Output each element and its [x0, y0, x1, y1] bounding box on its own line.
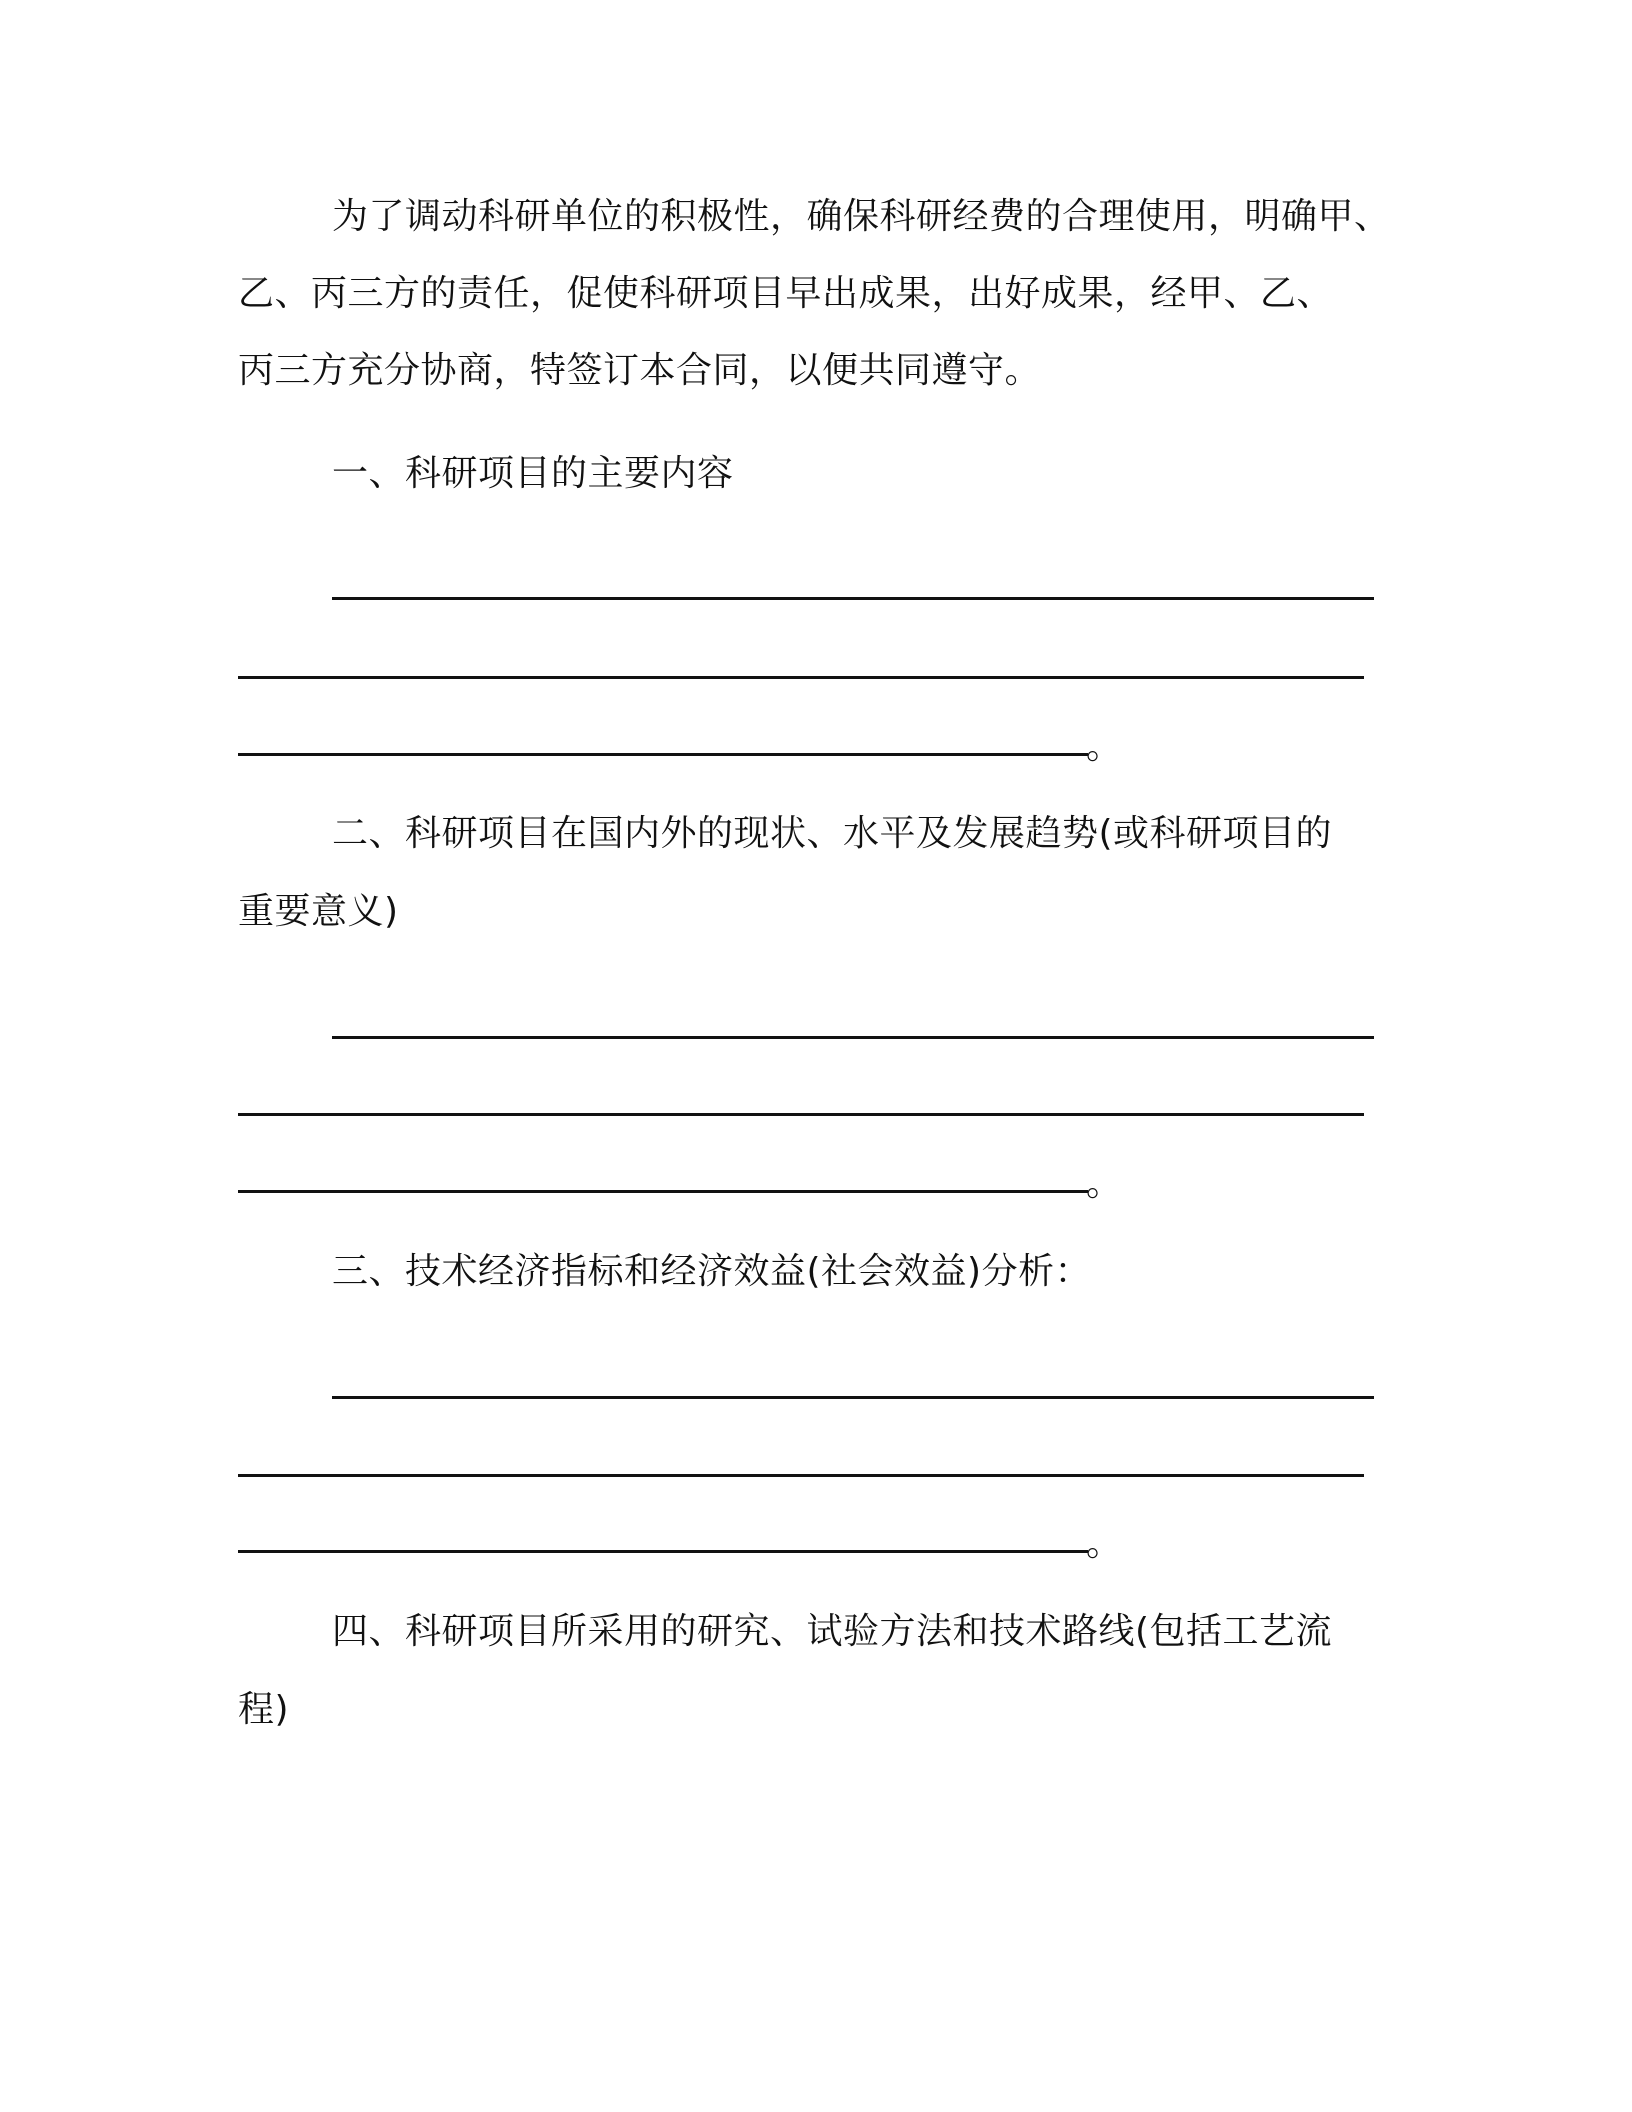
section-2-blank-line-3 [238, 1190, 1088, 1193]
section-2-heading-line-2: 重要意义) [238, 891, 399, 932]
section-1-blank-line-1 [332, 597, 1374, 600]
section-1-end-mark: 。 [1086, 726, 1123, 767]
intro-line-2: 乙、丙三方的责任，促使科研项目早出成果，出好成果，经甲、乙、 [238, 273, 1334, 314]
section-2-blank-line-2 [238, 1113, 1364, 1116]
section-3-blank-line-3 [238, 1550, 1088, 1553]
section-3-blank-line-2 [238, 1474, 1364, 1477]
section-1-blank-line-3 [238, 753, 1088, 756]
section-1-blank-line-2 [238, 676, 1364, 679]
section-3-heading: 三、技术经济指标和经济效益(社会效益)分析： [332, 1251, 1092, 1292]
section-2-heading-line-1: 二、科研项目在国内外的现状、水平及发展趋势(或科研项目的 [332, 813, 1333, 854]
section-4-heading-line-1: 四、科研项目所采用的研究、试验方法和技术路线(包括工艺流 [332, 1611, 1333, 1652]
intro-line-3: 丙三方充分协商，特签订本合同，以便共同遵守。 [238, 350, 1042, 391]
section-2-blank-line-1 [332, 1036, 1374, 1039]
intro-line-1: 为了调动科研单位的积极性，确保科研经费的合理使用，明确甲、 [332, 196, 1391, 237]
section-3-blank-line-1 [332, 1396, 1374, 1399]
section-4-heading-line-2: 程) [238, 1689, 290, 1730]
section-2-end-mark: 。 [1086, 1163, 1123, 1204]
section-1-heading: 一、科研项目的主要内容 [332, 453, 734, 494]
section-3-end-mark: 。 [1086, 1523, 1123, 1564]
